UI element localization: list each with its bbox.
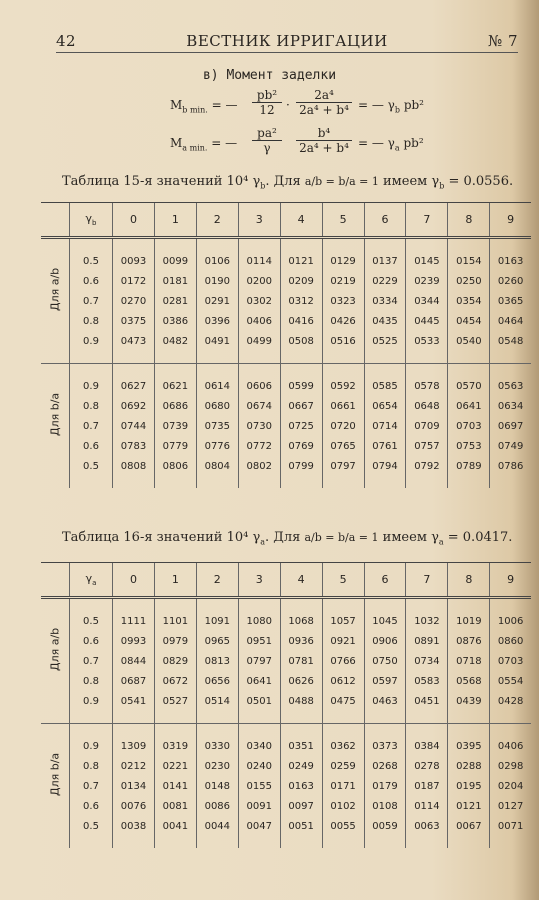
value-cell: 0753	[448, 436, 490, 456]
value-cell: 0541	[113, 691, 155, 711]
value-cell: 0288	[448, 756, 490, 776]
value-cell: 0703	[448, 416, 490, 436]
value-cell: 1006	[490, 611, 531, 631]
value-cell: 0081	[154, 796, 196, 816]
value-cell: 0439	[448, 691, 490, 711]
ratio-cell: 0.6	[70, 796, 113, 816]
value-cell: 0121	[280, 251, 322, 271]
value-cell: 0979	[154, 631, 196, 651]
value-cell: 1111	[113, 611, 155, 631]
value-cell: 0749	[490, 436, 531, 456]
value-cell: 0527	[154, 691, 196, 711]
value-cell: 0212	[113, 756, 155, 776]
column-header: 1	[154, 563, 196, 598]
value-cell: 0141	[154, 776, 196, 796]
value-cell: 0627	[113, 376, 155, 396]
table-row	[41, 291, 531, 311]
value-cell: 0181	[154, 271, 196, 291]
ratio-cell: 0.7	[70, 416, 113, 436]
value-cell: 0114	[406, 796, 448, 816]
value-cell: 0076	[113, 796, 155, 816]
value-cell: 0093	[113, 251, 155, 271]
formula-dot: ·	[286, 98, 290, 112]
value-cell: 0435	[364, 311, 406, 331]
table-row	[41, 436, 531, 456]
value-cell: 0829	[154, 651, 196, 671]
value-cell: 0585	[364, 376, 406, 396]
value-cell: 0091	[238, 796, 280, 816]
column-header: 5	[322, 203, 364, 238]
value-cell: 0086	[196, 796, 238, 816]
group-label-cell	[41, 364, 70, 489]
value-cell: 0797	[238, 651, 280, 671]
column-header: 8	[448, 563, 490, 598]
value-cell: 0720	[322, 416, 364, 436]
value-cell: 0876	[448, 631, 490, 651]
row-header: $\gamma_b$	[70, 203, 113, 238]
ratio-cell: 0.6	[70, 436, 113, 456]
column-header: 1	[154, 203, 196, 238]
table-row	[41, 416, 531, 436]
value-cell: 0259	[322, 756, 364, 776]
value-cell: 0797	[322, 456, 364, 476]
value-cell: 0171	[322, 776, 364, 796]
value-cell: 0654	[364, 396, 406, 416]
section-subheading: в) Момент заделки	[202, 68, 337, 83]
value-cell: 0239	[406, 271, 448, 291]
value-cell: 0578	[406, 376, 448, 396]
value-cell: 0047	[238, 816, 280, 836]
value-cell: 0416	[280, 311, 322, 331]
value-cell: 0312	[280, 291, 322, 311]
value-cell: 0730	[238, 416, 280, 436]
value-cell: 1068	[280, 611, 322, 631]
value-cell: 0482	[154, 331, 196, 351]
value-cell: 0533	[406, 331, 448, 351]
value-cell: 0038	[113, 816, 155, 836]
formula-fraction-2: 2a⁴ 2a⁴ + b⁴	[296, 88, 352, 117]
group-label: Для b/a	[48, 392, 62, 436]
value-cell: 0163	[490, 251, 531, 271]
ratio-cell: 0.8	[70, 756, 113, 776]
ratio-cell: 0.5	[70, 251, 113, 271]
column-header: 2	[196, 563, 238, 598]
value-cell: 0563	[490, 376, 531, 396]
value-cell: 0965	[196, 631, 238, 651]
value-cell: 0055	[322, 816, 364, 836]
value-cell: 0221	[154, 756, 196, 776]
value-cell: 0330	[196, 736, 238, 756]
value-cell: 0059	[364, 816, 406, 836]
value-cell: 0680	[196, 396, 238, 416]
value-cell: 0134	[113, 776, 155, 796]
value-cell: 0641	[448, 396, 490, 416]
value-cell: 0270	[113, 291, 155, 311]
value-cell: 0340	[238, 736, 280, 756]
value-cell: 0508	[280, 331, 322, 351]
value-cell: 0148	[196, 776, 238, 796]
value-cell: 0137	[364, 251, 406, 271]
value-cell: 0209	[280, 271, 322, 291]
column-header: 4	[280, 203, 322, 238]
value-cell: 0099	[154, 251, 196, 271]
column-header: 0	[113, 563, 155, 598]
group-label: Для a/b	[48, 267, 62, 311]
value-cell: 0172	[113, 271, 155, 291]
running-header	[56, 32, 518, 54]
value-cell: 1101	[154, 611, 196, 631]
value-cell: 0351	[280, 736, 322, 756]
group-label-cell	[41, 598, 70, 724]
ratio-cell: 0.9	[70, 376, 113, 396]
ratio-cell: 0.8	[70, 396, 113, 416]
value-cell: 0761	[364, 436, 406, 456]
value-cell: 0808	[113, 456, 155, 476]
issue-number: № 7	[487, 32, 518, 50]
value-cell: 0071	[490, 816, 531, 836]
value-cell: 1019	[448, 611, 490, 631]
value-cell: 0473	[113, 331, 155, 351]
value-cell: 0464	[490, 311, 531, 331]
value-cell: 0951	[238, 631, 280, 651]
group-label-cell	[41, 724, 70, 849]
value-cell: 0240	[238, 756, 280, 776]
value-cell: 0641	[238, 671, 280, 691]
value-cell: 0114	[238, 251, 280, 271]
table-row	[41, 816, 531, 836]
column-header: 7	[406, 203, 448, 238]
value-cell: 0936	[280, 631, 322, 651]
column-header: 0	[113, 203, 155, 238]
value-cell: 0249	[280, 756, 322, 776]
value-cell: 0592	[322, 376, 364, 396]
table-row	[41, 631, 531, 651]
value-cell: 0291	[196, 291, 238, 311]
column-header: 3	[238, 203, 280, 238]
value-cell: 0757	[406, 436, 448, 456]
value-cell: 0769	[280, 436, 322, 456]
value-cell: 0041	[154, 816, 196, 836]
corner-cell	[41, 203, 70, 238]
value-cell: 0656	[196, 671, 238, 691]
value-cell: 0163	[280, 776, 322, 796]
table15-caption: Таблица 15-я значений 10⁴ $\gamma_b$. Для a/b = b/a = 1 имеем $\gamma_b = 0.0556$.	[62, 174, 514, 191]
value-cell: 0319	[154, 736, 196, 756]
formula-lhs: $M_{a min.}$ = —	[170, 136, 238, 153]
table-row	[41, 396, 531, 416]
value-cell: 0813	[196, 651, 238, 671]
value-cell: 0614	[196, 376, 238, 396]
value-cell: 0525	[364, 331, 406, 351]
value-cell: 0187	[406, 776, 448, 796]
ratio-cell: 0.6	[70, 631, 113, 651]
page-number: 42	[56, 32, 77, 50]
value-cell: 0648	[406, 396, 448, 416]
table-row	[41, 611, 531, 631]
value-cell: 0906	[364, 631, 406, 651]
value-cell: 0302	[238, 291, 280, 311]
value-cell: 0426	[322, 311, 364, 331]
group-label: Для b/a	[48, 752, 62, 796]
value-cell: 0799	[280, 456, 322, 476]
table-row	[41, 736, 531, 756]
ratio-cell: 0.7	[70, 651, 113, 671]
table-row	[41, 251, 531, 271]
value-cell: 0268	[364, 756, 406, 776]
table-row	[41, 756, 531, 776]
value-cell: 0491	[196, 331, 238, 351]
value-cell: 0396	[196, 311, 238, 331]
value-cell: 0323	[322, 291, 364, 311]
value-cell: 0260	[490, 271, 531, 291]
value-cell: 0454	[448, 311, 490, 331]
group-label: Для a/b	[48, 627, 62, 671]
value-cell: 0612	[322, 671, 364, 691]
table-row	[41, 271, 531, 291]
value-cell: 0179	[364, 776, 406, 796]
value-cell: 0548	[490, 331, 531, 351]
table16-caption: Таблица 16-я значений 10⁴ $\gamma_a$. Для a/b = b/a = 1 имеем $\gamma_a = 0.0417$.	[62, 530, 513, 547]
table-row	[41, 376, 531, 396]
value-cell: 0661	[322, 396, 364, 416]
value-cell: 0250	[448, 271, 490, 291]
value-cell: 0195	[448, 776, 490, 796]
column-header: 4	[280, 563, 322, 598]
value-cell: 0365	[490, 291, 531, 311]
value-cell: 0860	[490, 631, 531, 651]
header-rule	[56, 52, 518, 53]
value-cell: 0190	[196, 271, 238, 291]
value-cell: 0516	[322, 331, 364, 351]
value-cell: 0044	[196, 816, 238, 836]
value-cell: 0540	[448, 331, 490, 351]
column-header: 9	[490, 563, 531, 598]
value-cell: 0766	[322, 651, 364, 671]
value-cell: 0463	[364, 691, 406, 711]
formula-fraction-1: pa² γ	[252, 126, 282, 155]
value-cell: 0783	[113, 436, 155, 456]
value-cell: 0155	[238, 776, 280, 796]
value-cell: 0445	[406, 311, 448, 331]
value-cell: 0373	[364, 736, 406, 756]
column-header: 7	[406, 563, 448, 598]
value-cell: 0384	[406, 736, 448, 756]
value-cell: 0606	[238, 376, 280, 396]
value-cell: 0200	[238, 271, 280, 291]
value-cell: 0129	[322, 251, 364, 271]
value-cell: 0781	[280, 651, 322, 671]
value-cell: 0709	[406, 416, 448, 436]
value-cell: 0514	[196, 691, 238, 711]
ratio-cell: 0.5	[70, 456, 113, 476]
value-cell: 0097	[280, 796, 322, 816]
journal-title: ВЕСТНИК ИРРИГАЦИИ	[186, 32, 388, 50]
value-cell: 0703	[490, 651, 531, 671]
value-cell: 0375	[113, 311, 155, 331]
value-cell: 0667	[280, 396, 322, 416]
value-cell: 1032	[406, 611, 448, 631]
value-cell: 0121	[448, 796, 490, 816]
value-cell: 0362	[322, 736, 364, 756]
value-cell: 0725	[280, 416, 322, 436]
value-cell: 0230	[196, 756, 238, 776]
value-cell: 0344	[406, 291, 448, 311]
group-label-cell	[41, 238, 70, 364]
ratio-cell: 0.6	[70, 271, 113, 291]
value-cell: 0051	[280, 816, 322, 836]
formula-rhs: = — $\gamma_a$ pb²	[358, 136, 424, 153]
value-cell: 0406	[490, 736, 531, 756]
value-cell: 0686	[154, 396, 196, 416]
value-cell: 0063	[406, 816, 448, 836]
value-cell: 0428	[490, 691, 531, 711]
value-cell: 0891	[406, 631, 448, 651]
value-cell: 0501	[238, 691, 280, 711]
value-cell: 0735	[196, 416, 238, 436]
formula-mb-min	[170, 88, 470, 124]
value-cell: 0718	[448, 651, 490, 671]
value-cell: 0219	[322, 271, 364, 291]
value-cell: 0334	[364, 291, 406, 311]
value-cell: 0451	[406, 691, 448, 711]
value-cell: 0765	[322, 436, 364, 456]
value-cell: 0734	[406, 651, 448, 671]
value-cell: 0792	[406, 456, 448, 476]
value-cell: 0127	[490, 796, 531, 816]
table-row	[41, 311, 531, 331]
value-cell: 0597	[364, 671, 406, 691]
ratio-cell: 0.7	[70, 776, 113, 796]
value-cell: 0634	[490, 396, 531, 416]
ratio-cell: 0.9	[70, 331, 113, 351]
table-row	[41, 776, 531, 796]
ratio-cell: 0.7	[70, 291, 113, 311]
value-cell: 0674	[238, 396, 280, 416]
value-cell: 0804	[196, 456, 238, 476]
value-cell: 0750	[364, 651, 406, 671]
value-cell: 0154	[448, 251, 490, 271]
formula-fraction-1: pb² 12	[252, 88, 282, 117]
value-cell: 0570	[448, 376, 490, 396]
formula-rhs: = — $\gamma_b$ pb²	[358, 98, 424, 115]
table15	[41, 202, 531, 488]
value-cell: 0488	[280, 691, 322, 711]
value-cell: 0568	[448, 671, 490, 691]
table-row	[41, 651, 531, 671]
column-header: 2	[196, 203, 238, 238]
value-cell: 0067	[448, 816, 490, 836]
value-cell: 0102	[322, 796, 364, 816]
value-cell: 1309	[113, 736, 155, 756]
value-cell: 0106	[196, 251, 238, 271]
value-cell: 0687	[113, 671, 155, 691]
value-cell: 0692	[113, 396, 155, 416]
value-cell: 0786	[490, 456, 531, 476]
value-cell: 0789	[448, 456, 490, 476]
value-cell: 0108	[364, 796, 406, 816]
table16-condition: a/b = b/a = 1	[304, 531, 379, 544]
value-cell: 0621	[154, 376, 196, 396]
value-cell: 0386	[154, 311, 196, 331]
column-header: 6	[364, 563, 406, 598]
formula-fraction-2: b⁴ 2a⁴ + b⁴	[296, 126, 352, 155]
value-cell: 0475	[322, 691, 364, 711]
value-cell: 0204	[490, 776, 531, 796]
value-cell: 0772	[238, 436, 280, 456]
column-header: 3	[238, 563, 280, 598]
value-cell: 0583	[406, 671, 448, 691]
table15-condition: a/b = b/a = 1	[304, 175, 379, 188]
value-cell: 0779	[154, 436, 196, 456]
value-cell: 1045	[364, 611, 406, 631]
value-cell: 0993	[113, 631, 155, 651]
column-header: 8	[448, 203, 490, 238]
ratio-cell: 0.5	[70, 816, 113, 836]
ratio-cell: 0.5	[70, 611, 113, 631]
value-cell: 0626	[280, 671, 322, 691]
table-row	[41, 671, 531, 691]
ratio-cell: 0.8	[70, 311, 113, 331]
value-cell: 0714	[364, 416, 406, 436]
ratio-cell: 0.8	[70, 671, 113, 691]
value-cell: 1091	[196, 611, 238, 631]
value-cell: 0354	[448, 291, 490, 311]
value-cell: 1057	[322, 611, 364, 631]
value-cell: 0744	[113, 416, 155, 436]
value-cell: 0739	[154, 416, 196, 436]
value-cell: 0672	[154, 671, 196, 691]
column-header: 6	[364, 203, 406, 238]
value-cell: 0229	[364, 271, 406, 291]
value-cell: 0802	[238, 456, 280, 476]
value-cell: 0599	[280, 376, 322, 396]
value-cell: 0794	[364, 456, 406, 476]
value-cell: 0499	[238, 331, 280, 351]
table-row	[41, 456, 531, 476]
formula-ma-min	[170, 126, 470, 162]
value-cell: 0298	[490, 756, 531, 776]
value-cell: 1080	[238, 611, 280, 631]
value-cell: 0281	[154, 291, 196, 311]
value-cell: 0278	[406, 756, 448, 776]
value-cell: 0145	[406, 251, 448, 271]
table-row	[41, 691, 531, 711]
ratio-cell: 0.9	[70, 691, 113, 711]
value-cell: 0776	[196, 436, 238, 456]
table-row	[41, 331, 531, 351]
ratio-cell: 0.9	[70, 736, 113, 756]
value-cell: 0806	[154, 456, 196, 476]
row-header: $\gamma_a$	[70, 563, 113, 598]
corner-cell	[41, 563, 70, 598]
value-cell: 0844	[113, 651, 155, 671]
table16	[41, 562, 531, 848]
value-cell: 0697	[490, 416, 531, 436]
table-row	[41, 796, 531, 816]
value-cell: 0395	[448, 736, 490, 756]
value-cell: 0406	[238, 311, 280, 331]
value-cell: 0921	[322, 631, 364, 651]
column-header: 9	[490, 203, 531, 238]
column-header: 5	[322, 563, 364, 598]
value-cell: 0554	[490, 671, 531, 691]
formula-lhs: $M_{b min.}$ = —	[170, 98, 238, 115]
